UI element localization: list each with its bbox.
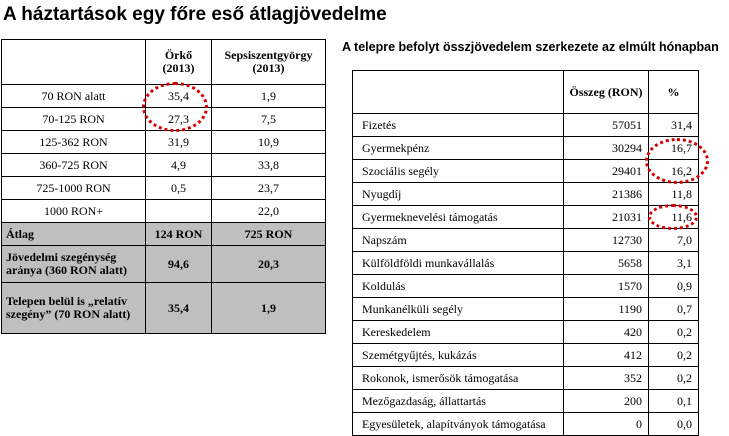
source-percent: 3,1 [649,252,699,275]
table-row [353,252,699,275]
table-row [2,154,326,177]
source-percent: 11,8 [649,183,699,206]
source-percent: 0,7 [649,298,699,321]
income-header-orko: Örkő (2013) [146,40,212,85]
source-percent: 16,2 [649,160,699,183]
relative-poverty-label: Telepen belül is „relatív szegény” (70 RON alatt) [2,283,146,334]
table-row [353,344,699,367]
average-row [2,223,326,246]
source-label: Egyesületek, alapítványok támogatása [353,413,564,436]
orko-value: 35,4 [146,85,212,108]
table-row [353,321,699,344]
sepsi-value: 7,5 [212,108,326,131]
highlight-circle-benefits [645,138,709,184]
source-amount: 12730 [564,229,649,252]
source-label: Szemétgyűjtés, kukázás [353,344,564,367]
income-structure-title: A telepre befolyt összjövedelem szerkezete az elmúlt hónapban [342,40,719,54]
table-row [353,206,699,229]
source-amount: 412 [564,344,649,367]
table-row [2,131,326,154]
table-row [2,200,326,223]
source-amount: 21031 [564,206,649,229]
income-structure-table [352,70,699,436]
source-label: Kereskedelem [353,321,564,344]
orko-average: 124 RON [146,223,212,246]
income-header-sepsi: Sepsiszentgyörgy (2013) [212,40,326,85]
sepsi-value: 1,9 [212,85,326,108]
sepsi-value: 22,0 [212,200,326,223]
source-amount: 200 [564,390,649,413]
table-row [353,183,699,206]
source-percent: 0,2 [649,321,699,344]
poverty-rate-label: Jövedelmi szegénység aránya (360 RON alatt) [2,246,146,283]
source-amount: 1570 [564,275,649,298]
income-band-label: 125-362 RON [2,131,146,154]
source-amount: 420 [564,321,649,344]
source-label: Napszám [353,229,564,252]
source-label: Nyugdíj [353,183,564,206]
structure-header-percent: % [649,71,699,114]
source-label: Rokonok, ismerősök támogatása [353,367,564,390]
table-row [353,114,699,137]
source-label: Koldulás [353,275,564,298]
sepsi-poverty-rate: 20,3 [212,246,326,283]
income-band-label: 1000 RON+ [2,200,146,223]
source-percent: 0,2 [649,344,699,367]
average-label: Átlag [2,223,146,246]
table-row [353,390,699,413]
structure-table-header-row [353,71,699,114]
highlight-circle-child-support [648,204,698,230]
source-amount: 1190 [564,298,649,321]
source-amount: 5658 [564,252,649,275]
source-amount: 57051 [564,114,649,137]
income-band-label: 70-125 RON [2,108,146,131]
structure-header-empty [353,71,564,114]
table-row [353,229,699,252]
income-band-label: 70 RON alatt [2,85,146,108]
source-percent: 0,9 [649,275,699,298]
income-header-empty [2,40,146,85]
source-label: Gyermeknevelési támogatás [353,206,564,229]
orko-value: 0,5 [146,177,212,200]
source-amount: 30294 [564,137,649,160]
sepsi-relative-poverty: 1,9 [212,283,326,334]
orko-poverty-rate: 94,6 [146,246,212,283]
table-row [353,298,699,321]
orko-value: 27,3 [146,108,212,131]
source-percent: 7,0 [649,229,699,252]
source-label: Gyermekpénz [353,137,564,160]
structure-header-amount: Összeg (RON) [564,71,649,114]
orko-relative-poverty: 35,4 [146,283,212,334]
source-percent: 0,1 [649,390,699,413]
highlight-circle-orko [142,82,208,132]
source-amount: 21386 [564,183,649,206]
sepsi-average: 725 RON [212,223,326,246]
source-label: Munkanélküli segély [353,298,564,321]
table-row [353,413,699,436]
orko-value [146,200,212,223]
source-label: Fizetés [353,114,564,137]
source-percent: 31,4 [649,114,699,137]
source-percent: 11,6 [649,206,699,229]
sepsi-value: 23,7 [212,177,326,200]
table-row [353,367,699,390]
income-table-header-row [2,40,326,85]
table-row [2,177,326,200]
page-title: A háztartások egy főre eső átlagjövedelme [3,4,387,25]
income-band-label: 725-1000 RON [2,177,146,200]
income-band-label: 360-725 RON [2,154,146,177]
source-percent: 0,2 [649,367,699,390]
sepsi-value: 10,9 [212,131,326,154]
orko-value: 31,9 [146,131,212,154]
relative-poverty-row [2,283,326,334]
orko-value: 4,9 [146,154,212,177]
source-label: Külföldföldi munkavállalás [353,252,564,275]
table-row [353,275,699,298]
poverty-rate-row [2,246,326,283]
source-percent: 0,0 [649,413,699,436]
source-amount: 352 [564,367,649,390]
source-label: Szociális segély [353,160,564,183]
source-amount: 0 [564,413,649,436]
source-amount: 29401 [564,160,649,183]
source-label: Mezőgazdaság, állattartás [353,390,564,413]
source-percent: 16,7 [649,137,699,160]
sepsi-value: 33,8 [212,154,326,177]
